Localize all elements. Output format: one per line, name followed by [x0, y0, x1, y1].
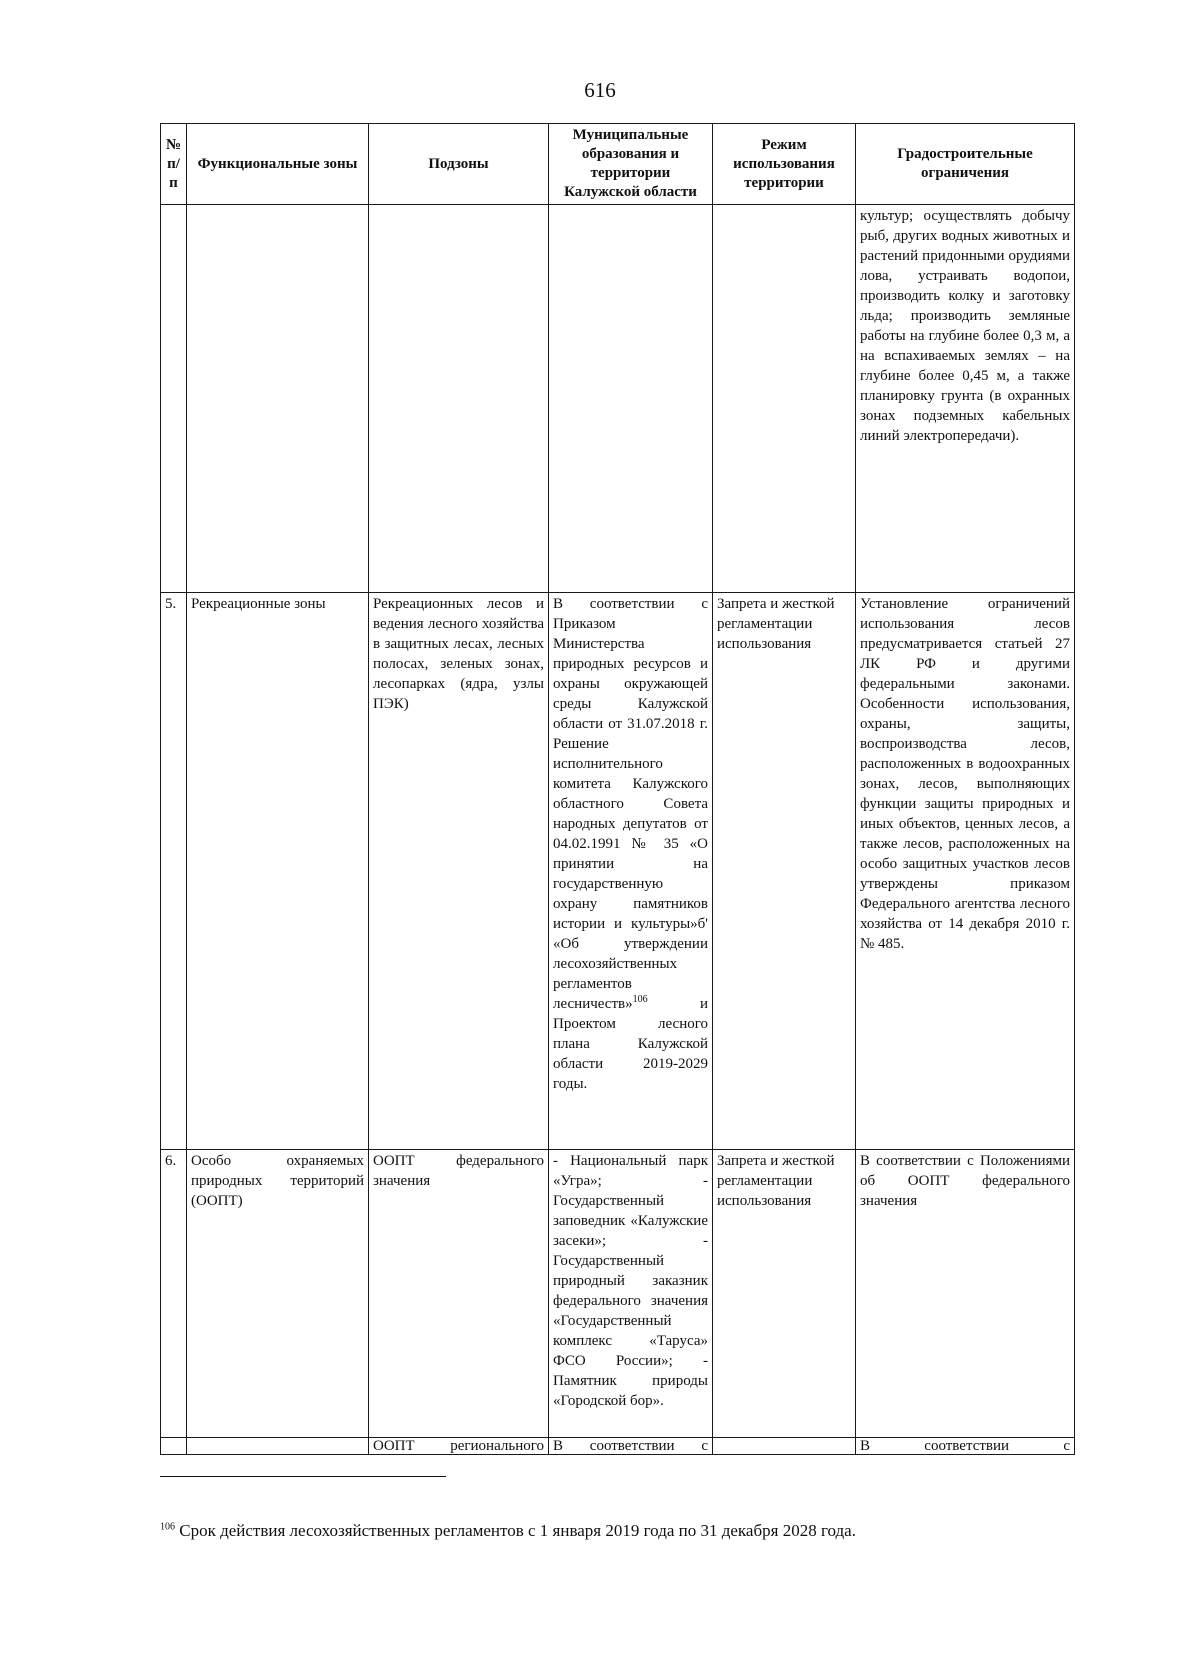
header-municipal: Муниципальные образования и территории Калужской области — [549, 124, 713, 205]
cell-subzone: ООПТ федерального значения — [369, 1150, 549, 1438]
header-regime: Режим использования территории — [713, 124, 856, 205]
footnote-mark: 106 — [160, 1521, 175, 1533]
cell-municipal — [549, 205, 713, 593]
cell-num: 6. — [161, 1150, 187, 1438]
cell-restrictions: Установление ограничений использования лесов предусматривается статьей 27 ЛК РФ и другими федеральными законами. Особенности использования, охраны, защиты, воспроизводства лесов, расположенных в водоохранных зонах, лесов, выполняющих функции защиты природных и иных объектов, ценных лесов, а также лесов, расположенных на особо защитных участков лесов утверждены приказом Федерального агентства лесного хозяйства от 14 декабря 2010 г. № 485. — [856, 593, 1075, 1150]
footnote-divider — [160, 1476, 446, 1477]
cell-restrictions: В соответствии с — [856, 1438, 1075, 1455]
cell-regime — [713, 1438, 856, 1455]
cell-zone — [187, 1438, 369, 1455]
table-row — [161, 1438, 1075, 1455]
footnote — [160, 1521, 856, 1541]
cell-restrictions: культур; осуществлять добычу рыб, других водных животных и растений придонными орудиями лова, устраивать водопои, производить колку и заготовку льда; производить земляные работы на глубине более 0,3 м, а на вспахиваемых землях – на глубине более 0,45 м, а также планировку грунта (в охранных зонах подземных кабельных линий электропередачи). — [856, 205, 1075, 593]
header-restrictions: Градостроительные ограничения — [856, 124, 1075, 205]
footnote-ref: 106 — [632, 994, 648, 1005]
cell-regime — [713, 205, 856, 593]
table-row — [161, 205, 1075, 593]
cell-municipal-text: В соответствии с Приказом Министерства природных ресурсов и охраны окружающей среды Калужской области от 31.07.2018 г. Решение исполнительного комитета Калужского областного Совета народных депутатов от 04.02.1991 № 35 «О принятии на государственную охрану памятников истории и культуры»б' «Об утверждении лесохозяйственных регламентов лесничеств» — [553, 596, 708, 1012]
header-num: № п/ п — [161, 124, 187, 205]
table-header-row — [161, 124, 1075, 205]
header-functional-zones: Функциональные зоны — [187, 124, 369, 205]
cell-num — [161, 1438, 187, 1455]
cell-regime: Запрета и жесткой регламентации использования — [713, 1150, 856, 1438]
cell-zone — [187, 205, 369, 593]
cell-zone: Рекреационные зоны — [187, 593, 369, 1150]
cell-municipal — [549, 593, 713, 1150]
cell-regime: Запрета и жесткой регламентации использования — [713, 593, 856, 1150]
footnote-text: Срок действия лесохозяйственных регламентов с 1 января 2019 года по 31 декабря 2028 года. — [175, 1521, 856, 1540]
cell-restrictions: В соответствии с Положениями об ООПТ федерального значения — [856, 1150, 1075, 1438]
table-row — [161, 1150, 1075, 1438]
cell-municipal-tail: и Проектом лесного плана Калужской области 2019-2029 годы. — [553, 996, 708, 1092]
cell-subzone — [369, 205, 549, 593]
cell-num — [161, 205, 187, 593]
page-number: 616 — [584, 78, 616, 102]
cell-subzone: Рекреационных лесов и ведения лесного хозяйства в защитных лесах, лесных полосах, зеленых зонах, лесопарках (ядра, узлы ПЭК) — [369, 593, 549, 1150]
header-subzones: Подзоны — [369, 124, 549, 205]
cell-subzone: ООПТ регионального — [369, 1438, 549, 1455]
table-row — [161, 593, 1075, 1150]
cell-zone: Особо охраняемых природных территорий (ООПТ) — [187, 1150, 369, 1438]
cell-num: 5. — [161, 593, 187, 1150]
cell-municipal: В соответствии с — [549, 1438, 713, 1455]
cell-municipal: - Национальный парк «Угра»; - Государственный заповедник «Калужские засеки»; - Государственный природный заказник федерального значения «Государственный комплекс «Таруса» ФСО России»; - Памятник природы «Городской бор». — [549, 1150, 713, 1438]
zones-table — [160, 123, 1075, 1455]
